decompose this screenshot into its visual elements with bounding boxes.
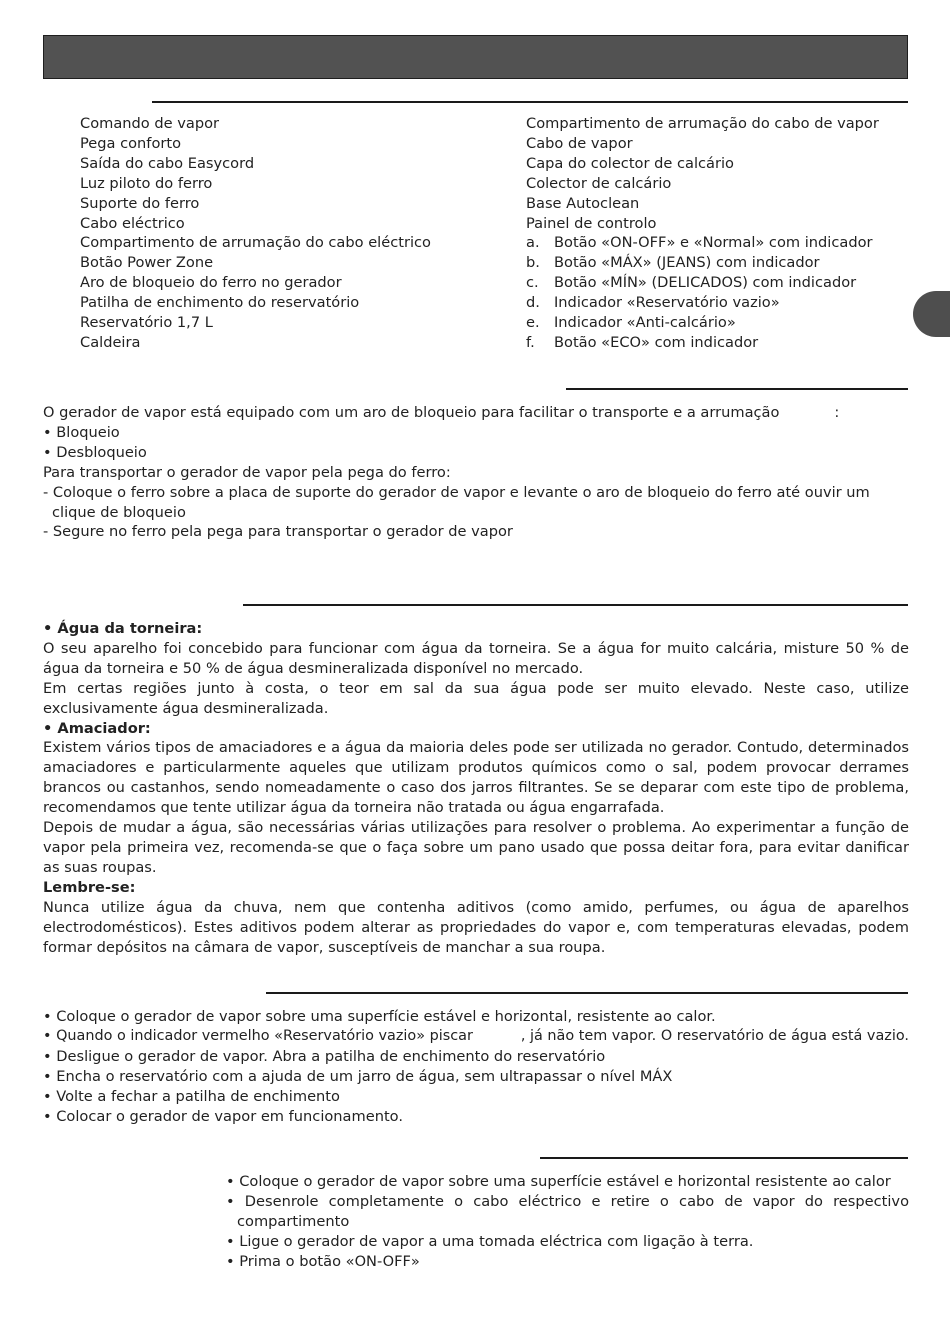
component-item: Botão Power Zone xyxy=(80,254,214,272)
item-text: Indicador «Anti-calcário» xyxy=(554,314,736,332)
fill-step-text: , já não tem vapor. O reservatório de água está vazio. xyxy=(520,1027,909,1044)
item-text: Botão «MÁX» (JEANS) com indicador xyxy=(554,254,820,272)
component-item: Aro de bloqueio do ferro no gerador xyxy=(80,274,342,292)
fill-step: • Colocar o gerador de vapor em funcionamento. xyxy=(43,1107,403,1125)
fill-step xyxy=(43,1027,909,1047)
tap-water-paragraph: O seu aparelho foi concebido para funcionar com água da torneira. Se a água for muito calcária, misture 50 % de água da torneira e 50 % de água desmineralizada disponível no mercado. xyxy=(43,639,909,677)
control-panel-item xyxy=(526,313,879,333)
item-text: Botão «MÍN» (DELICADOS) com indicador xyxy=(554,274,857,292)
section-rule-water xyxy=(243,604,908,606)
components-list-left xyxy=(80,114,431,353)
lock-intro xyxy=(43,403,909,423)
section-rule-setup xyxy=(540,1157,908,1159)
component-item: Base Autoclean xyxy=(526,194,640,212)
component-item: Cabo eléctrico xyxy=(80,214,185,232)
item-letter: b. xyxy=(526,254,540,272)
control-panel-item xyxy=(526,253,879,273)
softener-heading: • Amaciador: xyxy=(43,719,151,737)
item-letter: e. xyxy=(526,314,540,332)
item-text: Botão «ON-OFF» e «Normal» com indicador xyxy=(554,234,873,252)
coastal-paragraph: Em certas regiões junto à costa, o teor em sal da sua água pode ser muito elevado. Neste caso, utilize exclusivamente água desmineralizada. xyxy=(43,679,909,717)
remember-paragraph: Nunca utilize água da chuva, nem que contenha aditivos (como amido, perfumes, ou água de aparelhos electrodomésticos). Estes aditivos podem alterar as propriedades do vapor e, com temperaturas elevadas, podem formar depósitos na câmara de vapor, susceptíveis de manchar a sua roupa. xyxy=(43,898,909,956)
transport-step: - Coloque o ferro sobre a placa de suporte do gerador de vapor e levante o aro de bloqueio do ferro até ouvir um clique de bloqueio xyxy=(43,483,870,521)
item-letter: a. xyxy=(526,234,540,252)
components-list-right xyxy=(526,114,879,353)
component-item: Caldeira xyxy=(80,333,141,351)
control-panel-item xyxy=(526,333,879,353)
transport-step: - Segure no ferro pela pega para transportar o gerador de vapor xyxy=(43,523,513,541)
setup-step: • Desenrole completamente o cabo eléctrico e retire o cabo de vapor do respectivo compartimento xyxy=(226,1192,909,1230)
setup-step: • Ligue o gerador de vapor a uma tomada eléctrica com ligação à terra. xyxy=(226,1232,754,1250)
component-item: Painel de controlo xyxy=(526,214,657,232)
header-bar xyxy=(43,35,908,79)
fill-step: • Desligue o gerador de vapor. Abra a patilha de enchimento do reservatório xyxy=(43,1047,606,1065)
lock-intro-colon: : xyxy=(834,404,840,421)
lock-bullet: • Bloqueio xyxy=(43,423,120,441)
softener-paragraph-2: Depois de mudar a água, são necessárias várias utilizações para resolver o problema. Ao experimentar a função de vapor pela primeira vez, recomenda-se que o faça sobre um pano usado que possa deitar fora, para evitar danificar as suas roupas. xyxy=(43,819,909,876)
component-item: Comando de vapor xyxy=(80,115,220,132)
component-item: Patilha de enchimento do reservatório xyxy=(80,294,360,312)
control-panel-item xyxy=(526,293,879,313)
component-item: Saída do cabo Easycord xyxy=(80,154,255,172)
setup-section xyxy=(226,1172,909,1272)
component-item: Colector de calcário xyxy=(526,174,672,192)
component-item: Suporte do ferro xyxy=(80,194,200,212)
fill-step-text: • Quando o indicador vermelho «Reservatório vazio» piscar xyxy=(43,1027,473,1044)
component-item: Compartimento de arrumação do cabo de vapor xyxy=(526,115,879,132)
language-tab xyxy=(913,291,950,337)
item-text: Botão «ECO» com indicador xyxy=(554,333,759,351)
section-rule-components xyxy=(152,101,908,103)
setup-step: • Prima o botão «ON-OFF» xyxy=(226,1252,420,1270)
section-rule-fill xyxy=(266,992,908,994)
component-item: Luz piloto do ferro xyxy=(80,174,213,192)
setup-step: • Coloque o gerador de vapor sobre uma superfície estável e horizontal resistente ao calor xyxy=(226,1173,891,1190)
section-rule-lock xyxy=(566,388,908,390)
component-item: Reservatório 1,7 L xyxy=(80,314,213,332)
component-item: Capa do colector de calcário xyxy=(526,154,734,172)
remember-heading: Lembre-se: xyxy=(43,878,136,896)
tap-water-heading: • Água da torneira: xyxy=(43,620,203,637)
lock-bullet: • Desbloqueio xyxy=(43,443,147,461)
water-section xyxy=(43,619,909,957)
lock-intro-text: O gerador de vapor está equipado com um aro de bloqueio para facilitar o transporte e a arrumação xyxy=(43,404,780,421)
item-text: Indicador «Reservatório vazio» xyxy=(554,294,780,312)
transport-intro: Para transportar o gerador de vapor pela pega do ferro: xyxy=(43,463,451,481)
component-item: Compartimento de arrumação do cabo eléctrico xyxy=(80,234,431,252)
component-item: Cabo de vapor xyxy=(526,134,633,152)
component-item: Pega conforto xyxy=(80,134,182,152)
fill-step: • Encha o reservatório com a ajuda de um jarro de água, sem ultrapassar o nível MÁX xyxy=(43,1067,673,1085)
fill-step: • Coloque o gerador de vapor sobre uma superfície estável e horizontal, resistente ao calor. xyxy=(43,1008,716,1025)
item-letter: c. xyxy=(526,274,539,292)
control-panel-item xyxy=(526,233,879,253)
softener-paragraph: Existem vários tipos de amaciadores e a água da maioria deles pode ser utilizada no gerador. Contudo, determinados amaciadores e particularmente aqueles que utilizam produtos químicos como o sal, podem provocar derrames brancos ou castanhos, sendo nomeadamente o caso dos jarros filtrantes. Se se deparar com este tipo de problema, recomendamos que tente utilizar água da torneira não tratada ou água engarrafada. xyxy=(43,739,909,817)
lock-section xyxy=(43,403,909,542)
fill-step: • Volte a fechar a patilha de enchimento xyxy=(43,1087,340,1105)
item-letter: f. xyxy=(526,333,535,351)
item-letter: d. xyxy=(526,294,540,312)
fill-section xyxy=(43,1007,909,1126)
control-panel-item xyxy=(526,273,879,293)
